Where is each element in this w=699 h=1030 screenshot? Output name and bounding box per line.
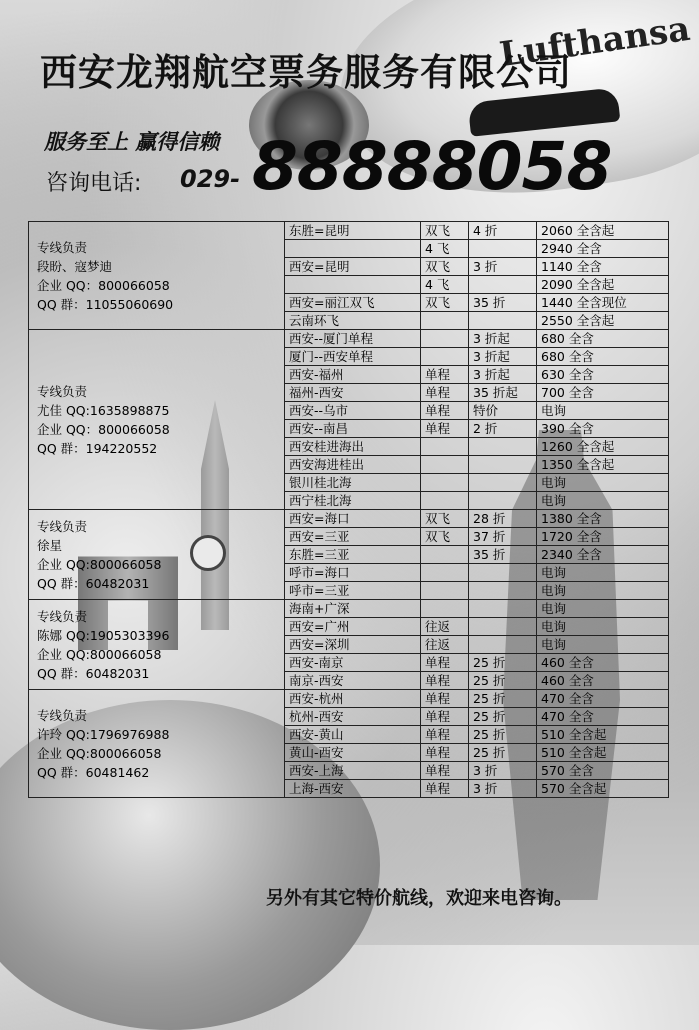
discount-cell: 25 折 <box>469 708 537 726</box>
discount-cell: 2 折 <box>469 420 537 438</box>
route-cell: 呼市=三亚 <box>285 582 421 600</box>
type-cell: 往返 <box>421 636 469 654</box>
route-cell: 西安-上海 <box>285 762 421 780</box>
contact-cell <box>29 600 285 690</box>
route-cell <box>285 240 421 258</box>
price-cell: 700 全含 <box>537 384 669 402</box>
footer-note: 另外有其它特价航线，欢迎来电咨询。 <box>266 888 572 909</box>
discount-cell <box>469 438 537 456</box>
type-cell: 双飞 <box>421 222 469 240</box>
contact-line: 徐星 <box>37 537 63 553</box>
type-cell: 双飞 <box>421 258 469 276</box>
contact-line: 专线负责 <box>37 239 88 255</box>
type-cell <box>421 348 469 366</box>
type-cell: 单程 <box>421 780 469 798</box>
price-cell: 电询 <box>537 600 669 618</box>
discount-cell: 25 折 <box>469 744 537 762</box>
phone-prefix: 029- <box>180 165 241 193</box>
table-row <box>29 510 669 528</box>
discount-cell <box>469 582 537 600</box>
price-cell: 2550 全含起 <box>537 312 669 330</box>
discount-cell: 3 折起 <box>469 348 537 366</box>
discount-cell <box>469 474 537 492</box>
price-cell: 2940 全含 <box>537 240 669 258</box>
discount-cell: 25 折 <box>469 726 537 744</box>
discount-cell: 3 折 <box>469 762 537 780</box>
price-cell: 电询 <box>537 564 669 582</box>
discount-cell: 3 折起 <box>469 330 537 348</box>
contact-line: 段盼、寇梦迪 <box>37 258 113 274</box>
type-cell: 单程 <box>421 672 469 690</box>
route-cell <box>285 276 421 294</box>
discount-cell: 25 折 <box>469 654 537 672</box>
type-cell: 单程 <box>421 762 469 780</box>
type-cell: 双飞 <box>421 528 469 546</box>
price-cell: 2060 全含起 <box>537 222 669 240</box>
discount-cell <box>469 564 537 582</box>
route-cell: 西安=广州 <box>285 618 421 636</box>
route-cell: 西安-杭州 <box>285 690 421 708</box>
airplane-brand-logo: Lufthansa <box>497 8 693 76</box>
contact-line: 专线负责 <box>37 707 88 723</box>
discount-cell: 35 折起 <box>469 384 537 402</box>
contact-line: 专线负责 <box>37 608 88 624</box>
contact-line: QQ 群：60482031 <box>37 665 150 681</box>
route-cell: 西安=深圳 <box>285 636 421 654</box>
type-cell <box>421 600 469 618</box>
route-cell: 福州-西安 <box>285 384 421 402</box>
discount-cell: 35 折 <box>469 294 537 312</box>
type-cell: 4 飞 <box>421 240 469 258</box>
price-cell: 630 全含 <box>537 366 669 384</box>
type-cell <box>421 474 469 492</box>
contact-line: 企业 QQ：800066058 <box>37 277 170 293</box>
route-cell: 西安-福州 <box>285 366 421 384</box>
route-cell: 海南+广深 <box>285 600 421 618</box>
type-cell: 单程 <box>421 654 469 672</box>
route-cell: 西安-南京 <box>285 654 421 672</box>
type-cell: 单程 <box>421 726 469 744</box>
discount-cell <box>469 312 537 330</box>
route-cell: 呼市=海口 <box>285 564 421 582</box>
type-cell <box>421 456 469 474</box>
table-row <box>29 330 669 348</box>
discount-cell: 3 折 <box>469 258 537 276</box>
route-cell: 西安桂进海出 <box>285 438 421 456</box>
price-cell: 510 全含起 <box>537 726 669 744</box>
price-cell: 510 全含起 <box>537 744 669 762</box>
route-cell: 黄山-西安 <box>285 744 421 762</box>
contact-line: 企业 QQ:800066058 <box>37 556 162 572</box>
type-cell: 单程 <box>421 420 469 438</box>
table-row <box>29 690 669 708</box>
price-cell: 570 全含起 <box>537 780 669 798</box>
discount-cell: 4 折 <box>469 222 537 240</box>
price-cell: 电询 <box>537 636 669 654</box>
contact-cell <box>29 510 285 600</box>
discount-cell <box>469 276 537 294</box>
price-cell: 2090 全含起 <box>537 276 669 294</box>
price-cell: 570 全含 <box>537 762 669 780</box>
discount-cell: 28 折 <box>469 510 537 528</box>
route-cell: 厦门--西安单程 <box>285 348 421 366</box>
type-cell <box>421 564 469 582</box>
discount-cell: 35 折 <box>469 546 537 564</box>
type-cell: 双飞 <box>421 294 469 312</box>
contact-cell <box>29 330 285 510</box>
price-cell: 1140 全含 <box>537 258 669 276</box>
route-cell: 杭州-西安 <box>285 708 421 726</box>
type-cell: 单程 <box>421 708 469 726</box>
price-cell: 1720 全含 <box>537 528 669 546</box>
discount-cell: 3 折 <box>469 780 537 798</box>
table-row <box>29 222 669 240</box>
route-table-body <box>29 222 669 798</box>
discount-cell: 25 折 <box>469 672 537 690</box>
route-cell: 东胜=昆明 <box>285 222 421 240</box>
price-cell: 1440 全含现位 <box>537 294 669 312</box>
contact-cell <box>29 222 285 330</box>
contact-line: QQ 群：11055060690 <box>37 296 174 312</box>
type-cell <box>421 546 469 564</box>
price-cell: 1350 全含起 <box>537 456 669 474</box>
price-cell: 460 全含 <box>537 672 669 690</box>
contact-line: 企业 QQ:800066058 <box>37 745 162 761</box>
contact-line: 尤佳 QQ:1635898875 <box>37 402 170 418</box>
route-cell: 银川桂北海 <box>285 474 421 492</box>
route-cell: 西安=海口 <box>285 510 421 528</box>
discount-cell <box>469 240 537 258</box>
type-cell: 单程 <box>421 366 469 384</box>
type-cell: 4 飞 <box>421 276 469 294</box>
price-cell: 1380 全含 <box>537 510 669 528</box>
price-cell: 电询 <box>537 582 669 600</box>
route-cell: 西安=三亚 <box>285 528 421 546</box>
price-cell: 470 全含 <box>537 690 669 708</box>
route-cell: 西安=昆明 <box>285 258 421 276</box>
contact-line: 专线负责 <box>37 383 88 399</box>
contact-cell <box>29 690 285 798</box>
price-cell: 电询 <box>537 474 669 492</box>
route-cell: 南京-西安 <box>285 672 421 690</box>
type-cell: 单程 <box>421 402 469 420</box>
discount-cell <box>469 600 537 618</box>
discount-cell <box>469 618 537 636</box>
route-cell: 西安--南昌 <box>285 420 421 438</box>
contact-line: QQ 群：60481462 <box>37 764 150 780</box>
price-cell: 390 全含 <box>537 420 669 438</box>
table-row <box>29 600 669 618</box>
route-cell: 西安--乌市 <box>285 402 421 420</box>
route-cell: 西宁桂北海 <box>285 492 421 510</box>
type-cell: 单程 <box>421 690 469 708</box>
price-cell: 680 全含 <box>537 348 669 366</box>
discount-cell <box>469 636 537 654</box>
price-cell: 电询 <box>537 402 669 420</box>
contact-line: 许玲 QQ:1796976988 <box>37 726 170 742</box>
route-cell: 西安=丽江双飞 <box>285 294 421 312</box>
price-cell: 电询 <box>537 492 669 510</box>
type-cell <box>421 330 469 348</box>
phone-label: 咨询电话: <box>46 171 142 196</box>
type-cell: 往返 <box>421 618 469 636</box>
route-cell: 西安-黄山 <box>285 726 421 744</box>
route-cell: 西安海进桂出 <box>285 456 421 474</box>
route-cell: 上海-西安 <box>285 780 421 798</box>
company-name: 西安龙翔航空票务服务有限公司 <box>40 51 572 94</box>
discount-cell <box>469 456 537 474</box>
type-cell <box>421 492 469 510</box>
contact-line: 陈娜 QQ:1905303396 <box>37 627 170 643</box>
discount-cell: 37 折 <box>469 528 537 546</box>
type-cell <box>421 312 469 330</box>
type-cell <box>421 438 469 456</box>
contact-line: 企业 QQ：800066058 <box>37 421 170 437</box>
type-cell: 单程 <box>421 744 469 762</box>
type-cell: 双飞 <box>421 510 469 528</box>
price-cell: 1260 全含起 <box>537 438 669 456</box>
route-cell: 西安--厦门单程 <box>285 330 421 348</box>
price-cell: 680 全含 <box>537 330 669 348</box>
slogan: 服务至上 赢得信赖 <box>44 130 220 154</box>
price-cell: 470 全含 <box>537 708 669 726</box>
route-cell: 云南环飞 <box>285 312 421 330</box>
contact-line: QQ 群：194220552 <box>37 440 158 456</box>
contact-line: 企业 QQ:800066058 <box>37 646 162 662</box>
discount-cell: 特价 <box>469 402 537 420</box>
type-cell <box>421 582 469 600</box>
discount-cell: 25 折 <box>469 690 537 708</box>
price-cell: 2340 全含 <box>537 546 669 564</box>
price-cell: 460 全含 <box>537 654 669 672</box>
price-cell: 电询 <box>537 618 669 636</box>
discount-cell: 3 折起 <box>469 366 537 384</box>
discount-cell <box>469 492 537 510</box>
contact-line: QQ 群：60482031 <box>37 575 150 591</box>
type-cell: 单程 <box>421 384 469 402</box>
phone-number[interactable]: 88888058 <box>252 128 612 205</box>
route-cell: 东胜=三亚 <box>285 546 421 564</box>
route-table <box>28 221 669 798</box>
contact-line: 专线负责 <box>37 518 88 534</box>
